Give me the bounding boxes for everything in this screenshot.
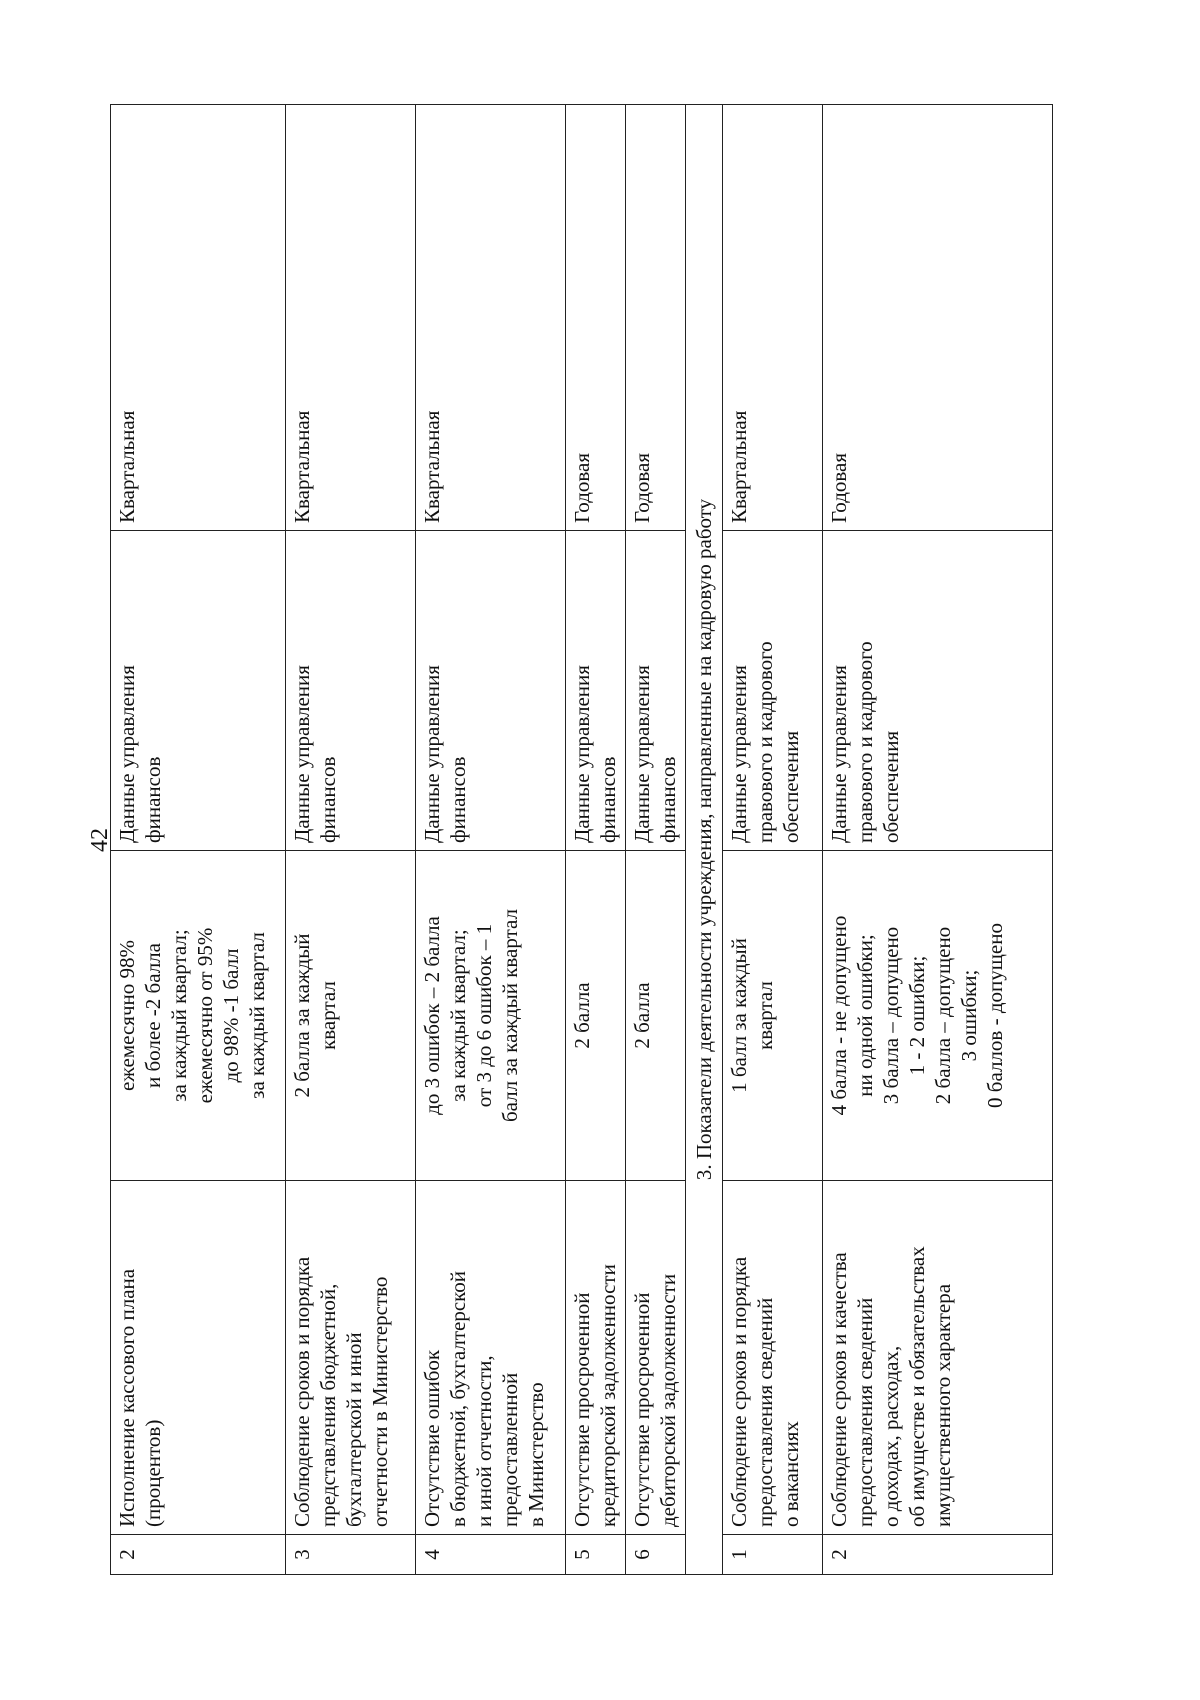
row-number: 4 — [416, 1535, 566, 1575]
data-source: Данные управления финансов — [111, 531, 286, 851]
row-number: 3 — [286, 1535, 416, 1575]
reporting-period: Годовая — [823, 105, 1053, 531]
page-number: 42 — [87, 828, 113, 852]
table-row — [823, 105, 1053, 1575]
row-number: 6 — [626, 1535, 686, 1575]
row-number: 1 — [723, 1535, 823, 1575]
indicator-name: Отсутствие просроченной кредиторской задолженности — [566, 1181, 626, 1535]
indicators-table — [110, 104, 1053, 1575]
indicator-name: Соблюдение сроков и качества предоставления сведений о доходах, расходах, об имуществе и обязательствах имущественного характера — [823, 1181, 1053, 1535]
evaluation-criteria: 2 балла — [566, 851, 626, 1181]
table-row — [566, 105, 626, 1575]
indicator-name: Отсутствие ошибок в бюджетной, бухгалтерской и иной отчетности, предоставленной в Министерство — [416, 1181, 566, 1535]
table-row — [626, 105, 686, 1575]
section-header-row — [686, 105, 723, 1575]
table-row — [286, 105, 416, 1575]
evaluation-criteria: 1 балл за каждый квартал — [723, 851, 823, 1181]
data-source: Данные управления правового и кадрового обеспечения — [723, 531, 823, 851]
reporting-period: Квартальная — [416, 105, 566, 531]
data-source: Данные управления финансов — [566, 531, 626, 851]
row-number: 2 — [823, 1535, 1053, 1575]
indicator-name: Соблюдение сроков и порядка представления бюджетной, бухгалтерской и иной отчетности в Министерство — [286, 1181, 416, 1535]
data-source: Данные управления финансов — [286, 531, 416, 851]
row-number: 2 — [111, 1535, 286, 1575]
rotated-table-container — [110, 105, 1122, 1575]
indicator-name: Исполнение кассового плана (процентов) — [111, 1181, 286, 1535]
section-title: 3. Показатели деятельности учреждения, направленные на кадровую работу — [686, 105, 723, 1575]
table-row — [416, 105, 566, 1575]
evaluation-criteria: 2 балла — [626, 851, 686, 1181]
data-source: Данные управления правового и кадрового обеспечения — [823, 531, 1053, 851]
evaluation-criteria: ежемесячно 98% и более -2 балла за каждый квартал; ежемесячно от 95% до 98% -1 балл за каждый квартал — [111, 851, 286, 1181]
evaluation-criteria: 4 балла - не допущено ни одной ошибки; 3 балла – допущено 1 - 2 ошибки; 2 балла – допущено 3 ошибки; 0 баллов - допущено — [823, 851, 1053, 1181]
data-source: Данные управления финансов — [626, 531, 686, 851]
row-number: 5 — [566, 1535, 626, 1575]
indicator-name: Отсутствие просроченной дебиторской задолженности — [626, 1181, 686, 1535]
reporting-period: Годовая — [566, 105, 626, 531]
data-source: Данные управления финансов — [416, 531, 566, 851]
evaluation-criteria: до 3 ошибок – 2 балла за каждый квартал; от 3 до 6 ошибок – 1 балл за каждый квартал — [416, 851, 566, 1181]
table-row — [111, 105, 286, 1575]
indicator-name: Соблюдение сроков и порядка предоставления сведений о вакансиях — [723, 1181, 823, 1535]
reporting-period: Квартальная — [111, 105, 286, 531]
evaluation-criteria: 2 балла за каждый квартал — [286, 851, 416, 1181]
reporting-period: Квартальная — [286, 105, 416, 531]
table-row — [723, 105, 823, 1575]
reporting-period: Квартальная — [723, 105, 823, 531]
reporting-period: Годовая — [626, 105, 686, 531]
